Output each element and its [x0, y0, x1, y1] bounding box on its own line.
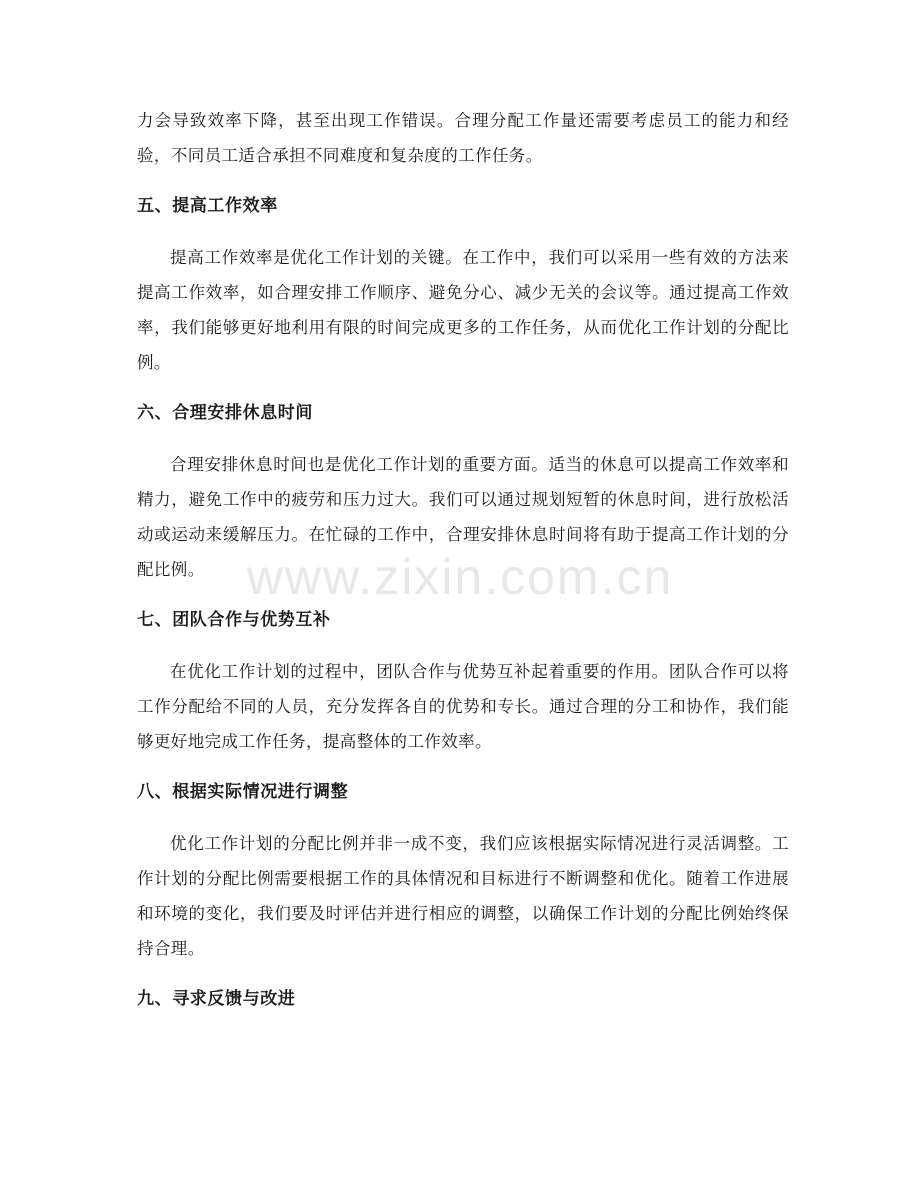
- section-body-6: 合理安排休息时间也是优化工作计划的重要方面。适当的休息可以提高工作效率和精力，避免工作中的疲劳和压力过大。我们可以通过规划短暂的休息时间，进行放松活动或运动来缓解压力。在忙碌的工作中，合理安排休息时间将有助于提高工作计划的分配比例。: [137, 455, 789, 579]
- watermark-text: www.zixin.com.cn: [246, 549, 674, 605]
- section-body-7: 在优化工作计划的过程中，团队合作与优势互补起着重要的作用。团队合作可以将工作分配给不同的人员，充分发挥各自的优势和专长。通过合理的分工和协作，我们能够更好地完成工作任务，提高整体的工作效率。: [137, 662, 789, 751]
- section-heading-8: 八、根据实际情况进行调整: [137, 782, 349, 802]
- section-heading-5: 五、提高工作效率: [137, 196, 278, 216]
- document-body: [137, 103, 789, 1033]
- section-heading-7: 七、团队合作与优势互补: [137, 610, 331, 630]
- section-body-8: 优化工作计划的分配比例并非一成不变，我们应该根据实际情况进行灵活调整。工作计划的分配比例需要根据工作的具体情况和目标进行不断调整和优化。随着工作进展和环境的变化，我们要及时评估并进行相应的调整，以确保工作计划的分配比例始终保持合理。: [137, 834, 789, 958]
- section-heading-9: 九、寻求反馈与改进: [137, 989, 296, 1009]
- section-heading-6: 六、合理安排休息时间: [137, 403, 313, 423]
- section-body-5: 提高工作效率是优化工作计划的关键。在工作中，我们可以采用一些有效的方法来提高工作效率，如合理安排工作顺序、避免分心、减少无关的会议等。通过提高工作效率，我们能够更好地利用有限的时间完成更多的工作任务，从而优化工作计划的分配比例。: [137, 248, 789, 372]
- paragraph-intro: 力会导致效率下降，甚至出现工作错误。合理分配工作量还需要考虑员工的能力和经验，不同员工适合承担不同难度和复杂度的工作任务。: [137, 111, 789, 165]
